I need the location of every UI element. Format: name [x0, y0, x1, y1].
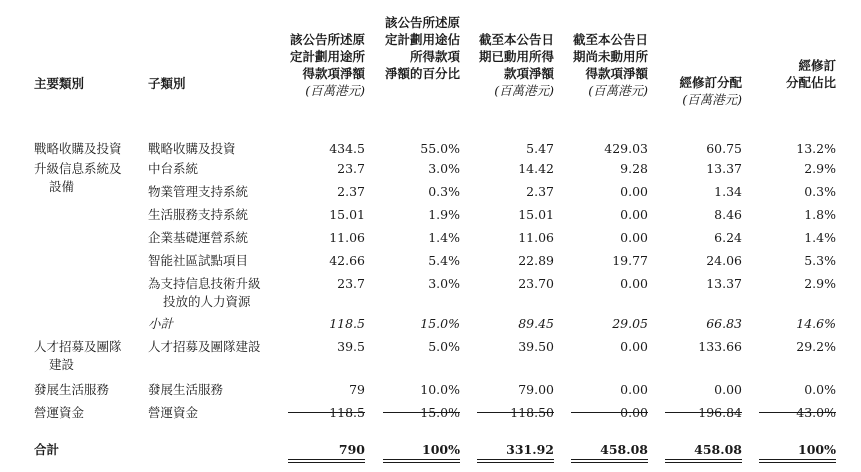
value-utilised: 39.50 — [518, 339, 554, 354]
subtotal-rule-col3 — [477, 412, 554, 413]
total-revised-percentage: 100% — [798, 442, 836, 457]
value-revised-allocation: 66.83 — [706, 316, 742, 331]
value-revised-percentage: 1.8% — [804, 207, 836, 222]
value-original-net-proceeds: 434.5 — [329, 141, 365, 156]
value-revised-percentage: 14.6% — [796, 316, 836, 331]
value-unutilised: 19.77 — [612, 253, 648, 268]
subtotal-rule-col2 — [383, 412, 460, 413]
value-original-percentage: 15.0% — [420, 316, 460, 331]
value-original-percentage: 55.0% — [420, 141, 460, 156]
value-revised-percentage: 2.9% — [804, 276, 836, 291]
total-label: 合計 — [34, 442, 60, 457]
header-col-original-net-proceeds: 該公告所述原 定計劃用途所 得款項淨額 (百萬港元) — [289, 32, 365, 98]
sub-category-cell: 發展生活服務 — [148, 382, 224, 397]
value-revised-allocation: 24.06 — [706, 253, 742, 268]
value-original-net-proceeds: 118.5 — [329, 405, 365, 420]
header-main-category: 主要類別 — [34, 76, 85, 91]
main-category-cell: 營運資金 — [34, 405, 85, 420]
header-col-revised-percentage: 經修訂 分配佔比 — [785, 58, 836, 90]
total-double-rule-col2 — [383, 459, 460, 463]
header-col-utilised-net-proceeds: 截至本公告日 期已動用所得 款項淨額 (百萬港元) — [478, 32, 554, 98]
value-original-percentage: 5.0% — [428, 339, 460, 354]
sub-category-cell: 投放的人力資源 — [163, 294, 251, 309]
value-utilised: 89.45 — [518, 316, 554, 331]
value-original-percentage: 0.3% — [428, 184, 460, 199]
total-double-rule-col6 — [759, 459, 836, 463]
main-category-cell: 戰略收購及投資 — [34, 141, 122, 156]
total-double-rule-col5 — [665, 459, 742, 463]
sub-category-cell: 人才招募及團隊建設 — [148, 339, 261, 354]
main-category-cell: 建設 — [49, 357, 75, 372]
value-unutilised: 0.00 — [620, 184, 648, 199]
subtotal-label: 小計 — [148, 316, 174, 331]
value-original-percentage: 1.9% — [428, 207, 460, 222]
value-original-percentage: 1.4% — [428, 230, 460, 245]
value-original-percentage: 3.0% — [428, 161, 460, 176]
value-original-percentage: 3.0% — [428, 276, 460, 291]
value-utilised: 5.47 — [526, 141, 554, 156]
sub-category-cell: 智能社區試點項目 — [148, 253, 249, 268]
value-revised-percentage: 29.2% — [796, 339, 836, 354]
total-utilised: 331.92 — [506, 442, 554, 457]
value-unutilised: 9.28 — [620, 161, 648, 176]
main-category-cell: 人才招募及團隊 — [34, 339, 122, 354]
main-category-cell: 升級信息系統及 — [34, 161, 122, 176]
subtotal-rule-col6 — [759, 412, 836, 413]
value-utilised: 79.00 — [518, 382, 554, 397]
value-revised-allocation: 8.46 — [714, 207, 742, 222]
total-double-rule-col4 — [571, 459, 648, 463]
total-original-percentage: 100% — [422, 442, 460, 457]
total-original-net-proceeds: 790 — [338, 442, 365, 457]
total-double-rule-col3 — [477, 459, 554, 463]
value-unutilised: 0.00 — [620, 230, 648, 245]
value-unutilised: 0.00 — [620, 405, 648, 420]
sub-category-cell: 企業基礎運營系統 — [148, 230, 249, 245]
value-revised-allocation: 0.00 — [714, 382, 742, 397]
value-revised-percentage: 0.0% — [804, 382, 836, 397]
value-original-percentage: 10.0% — [420, 382, 460, 397]
subtotal-rule-col1 — [288, 412, 365, 413]
sub-category-cell: 營運資金 — [148, 405, 199, 420]
value-unutilised: 0.00 — [620, 382, 648, 397]
value-revised-allocation: 196.84 — [698, 405, 742, 420]
header-col-original-percentage: 該公告所述原 定計劃用途佔 所得款項 淨額的百分比 — [384, 15, 460, 81]
value-revised-percentage: 2.9% — [804, 161, 836, 176]
subtotal-rule-col5 — [665, 412, 742, 413]
value-revised-allocation: 6.24 — [714, 230, 742, 245]
value-unutilised: 0.00 — [620, 339, 648, 354]
value-unutilised: 0.00 — [620, 207, 648, 222]
value-original-net-proceeds: 118.5 — [329, 316, 365, 331]
header-col-revised-allocation: 經修訂分配 (百萬港元) — [679, 75, 742, 107]
value-utilised: 11.06 — [518, 230, 554, 245]
value-original-percentage: 5.4% — [428, 253, 460, 268]
value-original-percentage: 15.0% — [420, 405, 460, 420]
header-col-unutilised-net-proceeds: 截至本公告日 期尚未動用所 得款項淨額 (百萬港元) — [572, 32, 648, 98]
subtotal-rule-col4 — [571, 412, 648, 413]
value-original-net-proceeds: 23.7 — [337, 161, 365, 176]
value-original-net-proceeds: 23.7 — [337, 276, 365, 291]
value-revised-percentage: 13.2% — [796, 141, 836, 156]
value-original-net-proceeds: 15.01 — [329, 207, 365, 222]
value-revised-allocation: 1.34 — [714, 184, 742, 199]
value-original-net-proceeds: 39.5 — [337, 339, 365, 354]
value-utilised: 15.01 — [518, 207, 554, 222]
value-original-net-proceeds: 42.66 — [329, 253, 365, 268]
header-sub-category: 子類別 — [148, 76, 186, 91]
value-revised-allocation: 133.66 — [698, 339, 742, 354]
value-unutilised: 0.00 — [620, 276, 648, 291]
value-utilised: 2.37 — [526, 184, 554, 199]
total-double-rule-col1 — [288, 459, 365, 463]
main-category-cell: 設備 — [49, 179, 75, 194]
value-revised-percentage: 0.3% — [804, 184, 836, 199]
main-category-cell: 發展生活服務 — [34, 382, 110, 397]
value-utilised: 118.50 — [510, 405, 554, 420]
total-revised-allocation: 458.08 — [694, 442, 742, 457]
value-original-net-proceeds: 2.37 — [337, 184, 365, 199]
value-revised-allocation: 13.37 — [706, 276, 742, 291]
sub-category-cell: 物業管理支持系統 — [148, 184, 249, 199]
value-revised-allocation: 60.75 — [706, 141, 742, 156]
sub-category-cell: 戰略收購及投資 — [148, 141, 236, 156]
value-original-net-proceeds: 11.06 — [329, 230, 365, 245]
value-utilised: 22.89 — [518, 253, 554, 268]
total-unutilised: 458.08 — [600, 442, 648, 457]
value-revised-percentage: 5.3% — [804, 253, 836, 268]
value-unutilised: 429.03 — [604, 141, 648, 156]
sub-category-cell: 為支持信息技術升級 — [148, 276, 261, 291]
value-unutilised: 29.05 — [612, 316, 648, 331]
value-revised-allocation: 13.37 — [706, 161, 742, 176]
sub-category-cell: 中台系統 — [148, 161, 199, 176]
value-utilised: 14.42 — [518, 161, 554, 176]
value-revised-percentage: 1.4% — [804, 230, 836, 245]
value-original-net-proceeds: 79 — [349, 382, 365, 397]
value-utilised: 23.70 — [518, 276, 554, 291]
sub-category-cell: 生活服務支持系統 — [148, 207, 249, 222]
value-revised-percentage: 43.0% — [796, 405, 836, 420]
